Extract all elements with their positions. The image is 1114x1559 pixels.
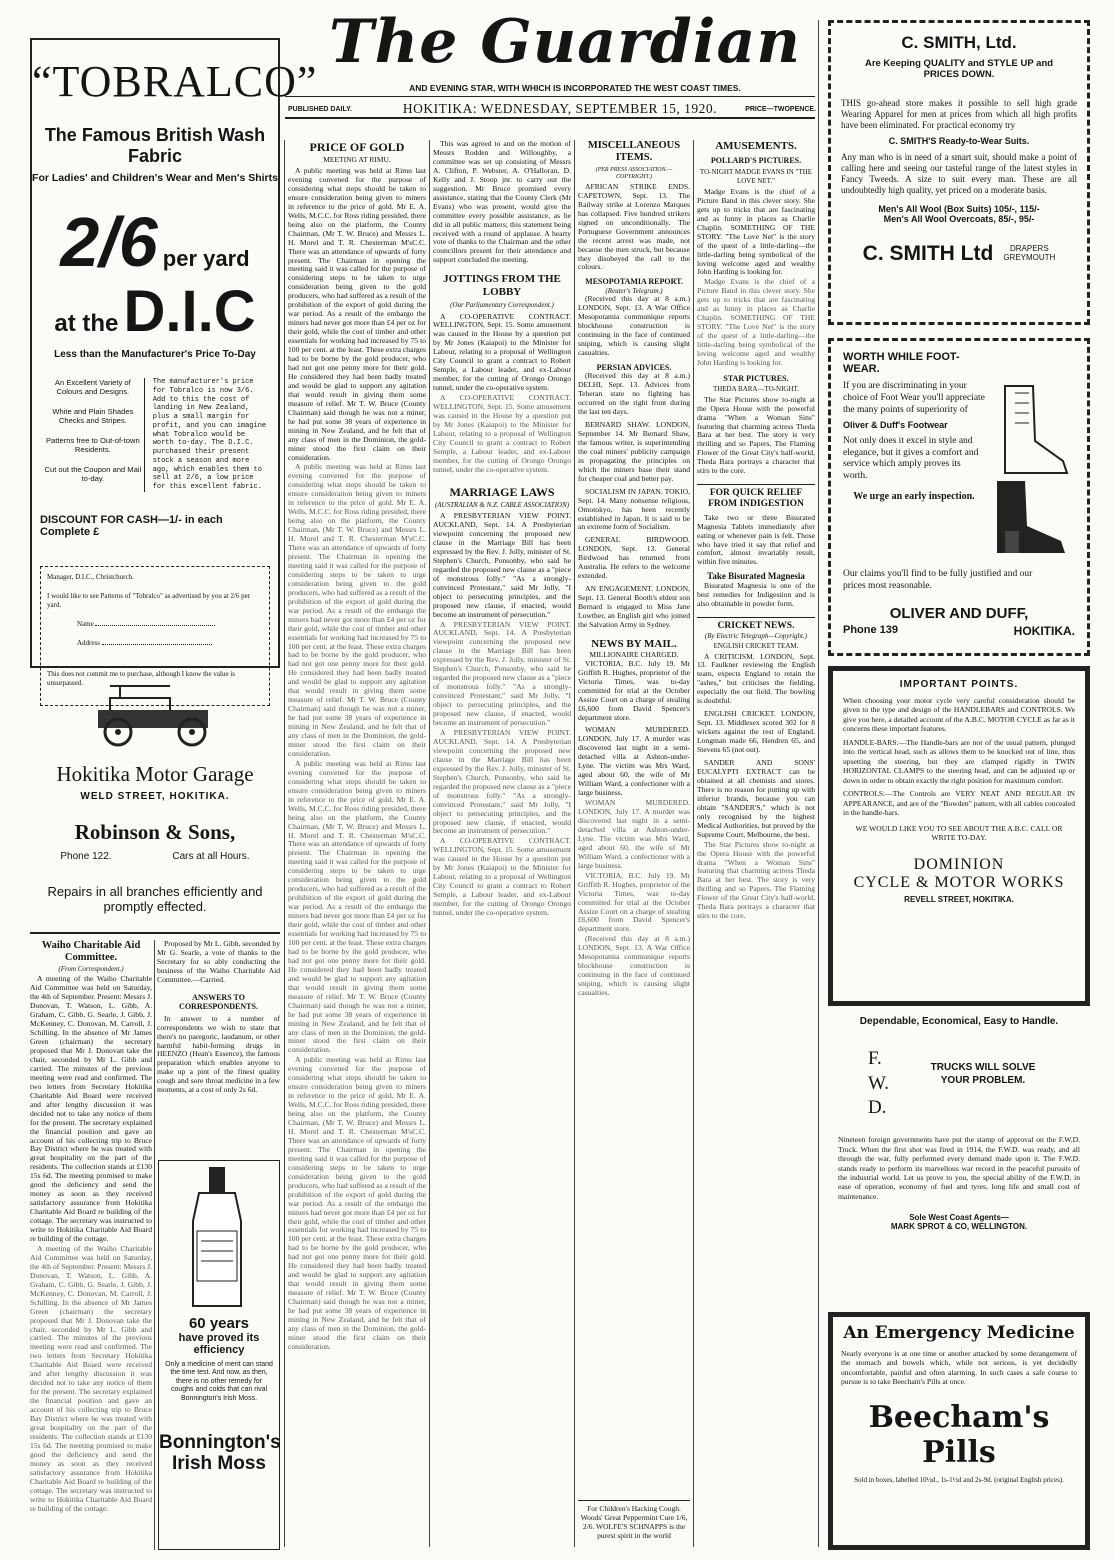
marriage-filler-3: A CO-OPERATIVE CONTRACT. WELLINGTON, Sept. 15. Some amusement was caused in the House by a question put by Mr Jones (Kaiapoi) to the Minister for Labour, relating to a proposal of Wellington City Council to grant a contract to Robert Semple, a Labour leader, and ex-Labour member, for the cutting of Orongo Orongo tunnel, under the co-operative system. (433, 836, 571, 918)
tobralco-left4: Cut out the Coupon and Mail to-day. (44, 464, 142, 484)
points-handle: HANDLE-BARS:—The Handle-bars are not of the usual pattern, plunged into the vertical head, such as allows them to be knocked out of line, thus upsetting the steering, but they are clamped rigidly in TWIN HORIZONTAL CLAMPS to the steering head, and can be adjusted up or down in order to obtain exactly the right position for maximum comfort. (843, 737, 1075, 785)
dateline: HOKITIKA: WEDNESDAY, SEPTEMBER 15, 1920. (402, 101, 718, 116)
cricket2-text: ENGLISH CRICKET. LONDON, Sept. 13. Middlesex scored 302 for 8 wickets against the rest of England. Longman made 66, Hendren 65, and Stevens 65 (not out). (697, 709, 815, 755)
bisurated-title: Take Bisurated Magnesia (707, 571, 805, 582)
gold-filler-1: A public meeting was held at Rimu last evening convened for the purpose of considering what steps should be taken to ensure consideration being given to miners in reference to the price of gold. Mr E. A. Wells, M.C.C. for Ross riding presided, there being also on the platform, the County Chairman, (Mr T. W. Bruce) and Messrs L. H. Morel and T. R. Chesterman M'sC.C. There was an attendance of upwards of forty present. The Chairman in opening the meeting said it was called for the purpose of considering steps to be taken to urge consideration being given to the gold producers, who had suffered as a result of the prohibition of the export of gold during the war period. As a result of the embargo the miners had never got more than £4 per oz for their gold, while the cost of timber and other essentials for working had increased by 75 to 100 per cent. at the least. These extra charges had to be borne by the gold producer, who had not got one penny more for their gold. He considered they had been badly treated and would be glad to support any agitation that would result in giving them some measure of relief. Mr T. W. Bruce (County Chairman) said though he was not a miner, he had put some 38 years of experience in mining in New Zealand, and he felt that of any class of men in the Dominion, the gold-miner stood the first claim on their consideration. (288, 462, 426, 758)
tobralco-left1: An Excellent Variety of Colours and Designs. (54, 378, 131, 397)
waiho2-text: Proposed by Mr L. Gibb, seconded by Mr G. Searle, a vote of thanks to the Secretary for so ably conducting the business of the Waiho Charitable Aid Committee.—Carried. (157, 939, 281, 984)
beecham-brand: Beecham's Pills (868, 1400, 1050, 1470)
cricket-text: A CRITICISM. LONDON, Sept. 13. Faulkner reviewing the English team, expects England to retain the "ashes," but criticises the fielding, especially the out field. The bowling is doubtful. (697, 651, 815, 706)
fwd-d: D. (868, 1097, 887, 1119)
divider-b (429, 140, 430, 1547)
smith-suits: Men's All Wool (Box Suits) 105/-, 115/- (878, 203, 1040, 214)
points-text: When choosing your motor cycle very careful consideration should be given to the type and design of the HANDLEBARS and CONTROLS. We give you here, a detailed account of the A.B.C. MOTOR CYCLE as far as it concerns these important features. (843, 696, 1075, 734)
divider-e (818, 20, 819, 1547)
relief-text: Take two or three Bisurated Magnesia Tablets immediately after eating or whenever pain is felt. Those who have tried it say that relief and comfort, almost invariably result, within five minutes. (697, 512, 815, 567)
pollard-sub: TO-NIGHT MADGE EVANS IN "THE LOVE NET." (699, 168, 813, 185)
garage-ad (30, 676, 280, 926)
fwd-agent-name: MARK SPROT & CO, WELLINGTON. (890, 1222, 1028, 1232)
garage-owner: Robinson & Sons, (74, 820, 236, 844)
marriage-title: MARRIAGE LAWS (449, 484, 555, 499)
tobralco-right: The manufacturer's price for Tobralco is now 3/6. Add to this the cost of landing in New Zealand, plus a small margin for profit, and you can imagine what Tobralco would be worth to-day. The D.I.C. purchased their present stock a season and more ago, which enables them to sell at 2/6, a low price for this excellent fabric. (152, 378, 267, 491)
mail-text: VICTORIA, B.C. July 19. Mr Griffith R. Hughes, proprietor of the Victoria Times, was to-day committed for trial at the October Assize Court on a charge of stealing £6,600 from David Spencer's department store. (578, 658, 690, 722)
amusements-title: AMUSEMENTS. (715, 140, 797, 152)
smith-drapers: DRAPERS (1009, 243, 1049, 253)
persian-text: (Received this day at 8 a.m.) DELHI, Sept. 13. Advices from Teheran state no fighting has occurred on the right front during the last ten days. (578, 371, 690, 417)
garage-name: Hokitika Motor Garage (56, 762, 254, 786)
cricket-title: CRICKET NEWS. (697, 617, 815, 632)
points-street: REVELL STREET, HOKITIKA. (904, 894, 1014, 904)
tobralco-left2: White and Plain Shades Checks and Stripes. (52, 406, 134, 426)
answers-text: In answer to a number of correspondents we wish to state that there's no paregoric, laudanum, or other harmful habit-forming drugs in HEENZO (Hean's Essence), the famous preparation which enables anyone to make up a pint of the finest quality cough and sore throat medicine in a few moments, at a cost of only 2s 6d. (157, 1013, 280, 1095)
coupon-text: I would like to see Patterns of "Tobralco" as advertised by you at 2/6 per yard. (47, 591, 251, 609)
bottle-icon (159, 1161, 279, 1311)
persian-title: PERSIAN ADVICES. (596, 362, 672, 372)
smith-text2: Any man who is in need of a smart suit, should make a point of calling here and seeing our tasteful range of the latest styles in Fancy Tweeds. A size to suit every man. These are all undoubtedly high quality, yet priced on a moderate basis. (841, 152, 1077, 195)
smith-ready: C. SMITH'S Ready-to-Wear Suits. (888, 136, 1030, 147)
tobralco-discount: DISCOUNT FOR CASH—1/- in each Complete £ (40, 513, 223, 538)
points-ad (828, 666, 1090, 1006)
amusements-filler: The Star Pictures show to-night at the Opera House with the powerful drama "When a Woman Sins" featuring that charming actress Theda Bara at her best. The story is very thrilling and so Papers, The Flaming Flower of the Great City's half-world, Theda Bara portrays a character that stirs to the core. (697, 839, 815, 921)
points-like: WE WOULD LIKE YOU TO SEE ABOUT THE A.B.C. CALL OR WRITE TO-DAY. (855, 823, 1063, 842)
waiho-text: A meeting of the Waiho Charitable Aid Committee was held on Saturday, the 4th of September. Present: Messrs J. Donovan, T. Watson, L. Gibb, A. Graham, C. Gibb, G. Searle, J. Gibb, J. McKenney, C. Donovan, M. Carroll, J. Schilling. In the absence of Mr James Green (chairman) the secretary proposed that Mr J. Donovan take the chair, seconded by Mr L. Gibb and carried. The minutes of the previous meeting were read and confirmed. The two letters from Secretary Hokitika Charitable Aid Board were received and after lengthy discussion it was decided not to take any notice of them for the present. The secretary explained the financial position and gave an account of his collecting trip to Bruce Bay District where he was treated with great hospitality on the part of the residents. The collection stands at £130 15s 6d. The meeting promised to make good the deficiency and send the money as soon as they received satisfactory assurance from Hokitika Charitable Aid Board re building of the cottage. The secretary was instructed to write to Hokitika Charitable Aid Board re building of the cottage. (30, 974, 152, 1243)
gold-column (288, 140, 426, 1550)
tobralco-for: For Ladies' and Children's Wear and Men's Shirts (32, 172, 278, 184)
fwd-dependable: Dependable, Economical, Easy to Handle. (859, 1016, 1059, 1027)
garage-street: WELD STREET, HOKITIKA. (80, 791, 230, 802)
moss-note: Only a medicine of merit can stand the time test. And now, as then, there is no other remedy for coughs and colds that can rival Bonnington's Irish Moss. (165, 1361, 273, 1402)
misc-strike: AFRICAN STRIKE ENDS. CAPETOWN, Sept. 13. The Railway strike at Lorenzo Marques has collapsed. Five hundred strikers signed on unconditionally. The Portuguese Government announces the recent arrest was made, not because the men struck, but because they disobeyed the call to the colours. (578, 181, 690, 272)
fwd-trucks: TRUCKS WILL SOLVE YOUR PROBLEM. (930, 1062, 1036, 1086)
masthead-rule-bottom (285, 117, 815, 119)
pollard-filler: Madge Evans is the chief of a Picture Band in this clever story. She gets up to tricks that are fascinating and as funny in places as Charlie Chaplin. SOMETHING OF THE STORY. "The Love Net" is the story of the quest of a little-darling—the little-darling being symbolical of the loving welcome aged and wealthy John Harding is looking for. (697, 277, 815, 368)
moss-brand: Bonnington's Irish Moss (159, 1431, 281, 1474)
footwear-name: OLIVER AND DUFF, (889, 604, 1029, 622)
gold-text: A public meeting was held at Rimu last evening convened for the purpose of considering what steps should be taken to ensure consideration being given to miners in reference to the price of gold. Mr E. A. Wells, M.C.C. for Ross riding presided, there being also on the platform, the County Chairman, (Mr T. W. Bruce) and Messrs L. H. Morel and T. R. Chesterman M'sC.C. There was an attendance of upwards of forty present. The Chairman in opening the meeting said it was called for the purpose of considering steps to be taken to urge consideration being given to the gold producers, who had suffered as a result of the prohibition of the export of gold during the war period. As a result of the embargo the miners had never got more than £4 per oz for their gold, while the cost of timber and other essentials for working had increased by 75 to 100 per cent. at the least. These extra charges had to be borne by the gold producer, who had not got one penny more for their gold. He considered they had been badly treated and would be glad to support any agitation that would result in giving them some measure of relief. Mr T. W. Bruce (County Chairman) said though he was not a miner, he had put some 38 years of experience in mining in New Zealand, and he felt that of any class of men in the Dominion, the gold-miner stood the first claim on their consideration. (288, 166, 426, 462)
smith-tag: Are Keeping QUALITY and STYLE UP and PRICES DOWN. (864, 58, 1054, 80)
gold-sub: MEETING AT RIMU. (323, 155, 391, 165)
boot-icon (985, 381, 1075, 561)
waiho-from: (From Correspondent.) (58, 965, 124, 974)
misc-filler-3: (Received this day at 8 a.m.) LONDON, Sept. 13. A War Office Mesopotamia communique reports blockhouse construction is continuing in the face of continued sniping, which is causing slight casualties. (578, 934, 690, 998)
footwear-phone: Phone 139 (843, 623, 899, 636)
garage-repairs: Repairs in all branches efficiently and promptly effected. (47, 884, 263, 914)
divider-d (693, 140, 694, 1547)
mail-title: NEWS BY MAIL. (591, 637, 677, 650)
misc-filler-1: WOMAN MURDERED. LONDON, July 17. A murder was discovered last night in a semi-detached villa at Ashton-under-Lyne. The victim was Mrs Ward, aged about 60, the wife of Mr William Ward, a confectioner with a large business. (578, 798, 690, 870)
gold-title: PRICE OF GOLD (309, 140, 405, 154)
socialism-text: SOCIALISM IN JAPAN. TOKIO, Sept. 14. Many nonsense religious, Omotokyo, has been recently established in Japan. It is said to be an extreme form of Socialism. (578, 486, 690, 532)
waiho-filler: A meeting of the Waiho Charitable Aid Committee was held on Saturday, the 4th of September. Present: Messrs J. Donovan, T. Watson, L. Gibb, A. Graham, C. Gibb, G. Searle, J. Gibb, J. McKenney, C. Donovan, M. Carroll, J. Schilling. In the absence of Mr James Green (chairman) the secretary proposed that Mr J. Donovan take the chair, seconded by Mr L. Gibb and carried. The minutes of the previous meeting were read and confirmed. The two letters from Secretary Hokitika Charitable Aid Board were received and after lengthy discussion it was decided not to take any notice of them for the present. The secretary explained the financial position and gave an account of his collecting trip to Bruce Bay District where he was treated with great hospitality on the part of the residents. The collection stands at £130 15s 6d. The meeting promised to make good the deficiency and send the money as soon as they received satisfactory assurance from Hokitika Charitable Aid Board re building of the cottage. The secretary was instructed to write to Hokitika Charitable Aid Board re building of the cottage. (30, 1243, 152, 1513)
footwear-urge: We urge an early inspection. (853, 491, 975, 503)
garage-cars: Cars at all Hours. (172, 851, 250, 862)
divider-a (284, 140, 285, 1547)
jottings-filler: A CO-OPERATIVE CONTRACT. WELLINGTON, Sept. 15. Some amusement was caused in the House by a question put by Mr Jones (Kaiapoi) to the Minister for Labour, relating to a proposal of Wellington City Council to grant a contract to Robert Semple, a Labour leader, and ex-Labour member, for the cutting of Orongo Orongo tunnel, under the co-operative system. (433, 393, 571, 474)
fwd-text: Nineteen foreign governments have put the stamp of approval on the F.W.D. Truck. When the first shot was fired in 1914, the F.W.D. was ready, and all through the war, fully performed every demand made upon it. The F.W.D. stands ready to perform its marvellous war record in the peaceful pursuits of the industrial world. Let us prove to you, the special ability of the F.W.D. in ease of operation, economy of fuel and tyres, long life and small cost of maintenance. (838, 1135, 1080, 1201)
pollard-text: Madge Evans is the chief of a Picture Band in this clever story. She gets up to tricks that are fascinating and as funny in places as Charlie Chaplin. SOMETHING OF THE STORY. "The Love Net" is the story of the quest of a little-darling—the little-darling being symbolical of the loving welcome aged and wealthy John Harding is looking for. (697, 186, 815, 277)
tobralco-tagline: The Famous British Wash Fabric (44, 125, 266, 166)
price: PRICE—TWOPENCE. (745, 106, 816, 113)
gold2-text: This was agreed to and on the motion of Messrs Rodden and Willoughby, a committee was set up consisting of Messrs A. Clifton, P. Webster, A. O'Halloran, D. Kelly and J. Stoop jnr. to carry out the suggestion. Mr Bruce promised every assistance, stating that the County Clerk (Mr Evans) who was present, would give the committee every possible assistance, as he did in all public matters; this statement being received with a round of applause. A hearty vote of thanks to the Chairman and the other councillors present for their attendance and support concluded the meeting. (433, 139, 571, 265)
jottings-sub: (Our Parliamentary Correspondent.) (450, 301, 554, 310)
col1-divider (154, 940, 155, 1550)
points-dominion: DOMINION (913, 855, 1005, 873)
millionaire-title: MILLIONAIRE CHARGED. (589, 649, 679, 659)
misc-column (578, 140, 690, 1550)
shaw-text: BERNARD SHAW. LONDON, September 14. Mr Bernard Shaw, the famous writer, is superintending the coal miners' publicity campaign in propagating the principles on which the miners base their stand for cheaper coal and better pay. (578, 420, 690, 483)
coupon-manager: Manager, D.I.C., Christchurch. (47, 572, 134, 581)
amusements-column (697, 140, 815, 1550)
masthead-title (300, 6, 830, 78)
tobralco-less: Less than the Manufacturer's Price To-Day (54, 349, 256, 360)
masthead-subtitle: AND EVENING STAR, WITH WHICH IS INCORPORATED THE WEST COAST TIMES. (409, 83, 741, 93)
marriage-sub: (AUSTRALIAN & N.Z. CABLE ASSOCIATION) (434, 500, 570, 509)
star-title: STAR PICTURES. (723, 373, 789, 383)
footwear-claims: Our claims you'll find to be fully justified and our prices most reasonable. (843, 569, 1033, 591)
cricket-team: ENGLISH CRICKET TEAM. (713, 642, 799, 651)
marriage-filler-2: A PRESBYTERIAN VIEW POINT. AUCKLAND, Sept. 14. A Presbyterian viewpoint concerning the proposed new clause in the Marriage Bill has been expressed by the Rev. J. Jolly, minister of St. Stephen's Church, Ponsonby, who said he regarded the proposed new clause as a "piece of monstrous folly." "As a strongly-convinced Protestant," said Mr Jolly, "I object to persecuting principles, and the proposed new clause, if enacted, would become an instrument of persecution." (433, 727, 571, 836)
smith-text: THIS go-ahead store makes it possible to sell high grade Wearing Apparel for men at prices from which all high profits have been eliminated. For practical economy try (841, 98, 1077, 130)
murdered-text: WOMAN MURDERED. LONDON, July 17. A murder was discovered last night in a semi-detached villa at Ashton-under-Lyne. The victim was Mrs Ward, aged about 60, the wife of Mr William Ward, a confectioner with a large business. (578, 725, 690, 798)
waiho-column-2 (157, 940, 280, 1150)
tobralco-price: 2/6 (60, 203, 158, 281)
tobralco-ad (30, 38, 318, 688)
footwear-town: HOKITIKA. (1013, 623, 1075, 638)
tobralco-per: per yard (162, 246, 250, 271)
smith-overcoats: Men's All Wool Overcoats, 85/-, 95/- (883, 213, 1035, 224)
coupon-address-label: Address (77, 639, 100, 648)
cricket-sub: (By Electric Telegraph—Copyright.) (704, 632, 808, 641)
fwd-ad (828, 1012, 1090, 1302)
points-controls: CONTROLS:—The Controls are VERY NEAT AND REGULAR IN APPEARANCE, and are of the "Bowden" pattern, with all cables concealed in the handle-bars. (843, 789, 1075, 818)
waiho-title: Waiho Charitable Aid Committee. (41, 940, 141, 963)
engagement-text: AN ENGAGEMENT. LONDON, Sept. 13. General Booth's eldest son Bernard is engaged to Miss Jane Lowther, an English girl who joined the Salvation Army in Sydney. (578, 584, 690, 630)
waiho-column (30, 940, 152, 1550)
beecham-title: An Emergency Medicine (843, 1323, 1075, 1343)
coupon-note: This does not commit me to purchase, although I know the value is unsurpassed. (47, 670, 235, 688)
gold-filler-3: A public meeting was held at Rimu last evening convened for the purpose of considering what steps should be taken to ensure consideration being given to miners in reference to the price of gold. Mr E. A. Wells, M.C.C. for Ross riding presided, there being also on the platform, the County Chairman, (Mr T. W. Bruce) and Messrs L. H. Morel and T. R. Chesterman M'sC.C. There was an attendance of upwards of forty present. The Chairman in opening the meeting said it was called for the purpose of considering steps to be taken to urge consideration being given to the gold producers, who had suffered as a result of the prohibition of the export of gold during the war period. As a result of the embargo the miners had never got more than £4 per oz for their gold, while the cost of timber and other essentials for working had increased by 75 to 100 per cent. at the least. These extra charges had to be borne by the gold producer, who had not got one penny more for their gold. He considered they had been badly treated and would be glad to support any agitation that would result in giving them some measure of relief. Mr T. W. Bruce (County Chairman) said though he was not a miner, he had put some 38 years of experience in mining in New Zealand, and he felt that of any class of men in the Dominion, the gold-miner stood the first claim on their consideration. (288, 1055, 426, 1351)
star-text: The Star Pictures show to-night at the Opera House with the powerful drama "When a Woman Sins" featuring that charming actress Theda Bara at her best. The story is very thrilling and so Papers, The Flaming Flower of the Great City's half-world, Theda Bara portrays a character that stirs to the core. (697, 394, 815, 476)
footwear-ad (828, 338, 1090, 656)
tobralco-at: at the (54, 310, 119, 337)
smith-town: GREYMOUTH (1003, 252, 1056, 262)
smith-name: C. SMITH, Ltd. (901, 33, 1017, 52)
beecham-text: Nearly everyone is at one time or another attacked by some derangement of the stomach and bowels which, while not serious, is yet decidedly uncomfortable, painful and often alarming. In such cases a safe course to pursue is to take Beecham's Pills at once. (841, 1349, 1077, 1386)
footwear-brand: Oliver & Duff's Footwear (843, 419, 948, 430)
birdwood-text: GENERAL BIRDWOOD. LONDON, Sept. 13. General Birdwood has returned from Australia. He refers to the welcome extended. (578, 535, 690, 581)
fwd-f: F. (868, 1048, 882, 1069)
divider-c (574, 140, 575, 1547)
tobralco-left3: Patterns free to Out-of-town Residents. (45, 435, 140, 455)
woods-ad: For Children's Hacking Cough. Woods' Great Peppermint Cure 1/6, 2/6. WOLFE'S SCHNAPPS is the purest spirit in the world (578, 1500, 690, 1550)
bisurated-text: Bisurated Magnesia is one of the best remedies for Indigestion and is also obtainable in powder form. (697, 580, 815, 608)
pollard-title: POLLARD'S PICTURES. (710, 155, 802, 165)
coupon-address-input[interactable] (102, 644, 212, 645)
published-daily: PUBLISHED DAILY. (288, 106, 352, 113)
masthead-rule-top (285, 96, 815, 97)
fwd-agents: Sole West Coast Agents— (909, 1213, 1009, 1223)
marriage-text: A PRESBYTERIAN VIEW POINT. AUCKLAND, Sept. 14. A Presbyterian viewpoint concerning the proposed new clause in the Marriage Bill has been expressed by the Rev. J. Jolly, minister of St. Stephen's Church, Ponsonby, who said he regarded the proposed new clause as a "piece of monstrous folly." "As a strongly-convinced Protestant," said Mr Jolly, "I object to persecuting principles, and the proposed new clause, if enacted, would become an instrument of persecution." (433, 511, 571, 619)
meso-text: (Received this day at 8 a.m.) LONDON, Sept. 13. A War Office Mesopotamia communique reports blockhouse construction is continuing in the face of continued sniping, which is causing slight casualties. (578, 294, 690, 357)
theda-title: THEDA BARA—TO-NIGHT. (712, 385, 800, 394)
sander-text: SANDER AND SONS' EUCALYPTI EXTRACT can be obtained at all chemists and stores. There is no reason for putting up with inferior brands, because you can obtain "SANDER'S," which is not only recognised by the highest Medical Authorities, but proved by the Supreme Court, Melbourne, the best. (697, 758, 815, 839)
garage-phone: Phone 122. (60, 851, 112, 862)
beecham-ad (828, 1312, 1090, 1550)
smith-footer: C. SMITH Ltd (862, 241, 994, 265)
tobralco-name: “TOBRALCO” (32, 57, 318, 106)
coupon-name-input[interactable] (95, 625, 215, 626)
footwear-text2: Not only does it excel in style and elegance, but it gives a comfort and service which amply proves its worth. (843, 435, 979, 482)
points-title: IMPORTANT POINTS. (899, 679, 1019, 690)
garage-rule (30, 932, 280, 934)
fwd-w: W. (868, 1072, 889, 1094)
answers-title: ANSWERS TO CORRESPONDENTS. (179, 992, 258, 1012)
meso-title: MESOPOTAMIA REPORT. (585, 277, 683, 287)
footwear-title: WORTH WHILE FOOT-WEAR. (843, 351, 960, 375)
footwear-text: If you are discriminating in your choice of Foot Wear you'll appreciate the many points of superiority of (843, 381, 985, 415)
misc-sub: (PER PRESS ASSOCIATION.—COPYRIGHT.) (595, 166, 673, 180)
moss-years: 60 years (188, 1315, 250, 1332)
moss-proved: have proved its efficiency (178, 1332, 260, 1356)
lobby-column (433, 140, 571, 1550)
points-cycle: CYCLE & MOTOR WORKS (853, 873, 1065, 891)
coupon-name-label: Name (77, 620, 94, 629)
gold-filler-2: A public meeting was held at Rimu last evening convened for the purpose of considering what steps should be taken to ensure consideration being given to miners in reference to the price of gold. Mr E. A. Wells, M.C.C. for Ross riding presided, there being also on the platform, the County Chairman, (Mr T. W. Bruce) and Messrs L. H. Morel and T. R. Chesterman M'sC.C. There was an attendance of upwards of forty present. The Chairman in opening the meeting said it was called for the purpose of considering steps to be taken to urge consideration being given to the gold producers, who had suffered as a result of the prohibition of the export of gold during the war period. As a result of the embargo the miners had never got more than £4 per oz for their gold, while the cost of timber and other essentials for working had increased by 75 to 100 per cent. at the least. These extra charges had to be borne by the gold producer, who had not got one penny more for their gold. He considered they had been badly treated and would be glad to support any agitation that would result in giving them some measure of relief. Mr T. W. Bruce (County Chairman) said though he was not a miner, he had put some 38 years of experience in mining in New Zealand, and he felt that of any class of men in the Dominion, the gold-miner stood the first claim on their consideration. (288, 758, 426, 1055)
irish-moss-ad (158, 1160, 280, 1550)
relief-title: FOR QUICK RELIEF FROM INDIGESTION (697, 484, 815, 510)
jottings-text: A CO-OPERATIVE CONTRACT. WELLINGTON, Sept. 15. Some amusement was caused in the House by a question put by Mr Jones (Kaiapoi) to the Minister for Labour, relating to a proposal of Wellington City Council to grant a contract to Robert Semple, a Labour leader, and ex-Labour member, for the cutting of Orongo Orongo tunnel, under the co-operative system. (433, 311, 571, 393)
car-illustration (80, 680, 230, 750)
smith-ad (828, 20, 1090, 325)
marriage-filler-1: A PRESBYTERIAN VIEW POINT. AUCKLAND, Sept. 14. A Presbyterian viewpoint concerning the proposed new clause in the Marriage Bill has been expressed by the Rev. J. Jolly, minister of St. Stephen's Church, Ponsonby, who said he regarded the proposed new clause as a "piece of monstrous folly." "As a strongly-convinced Protestant," said Mr Jolly, "I object to persecuting principles, and the proposed new clause, if enacted, would become an instrument of persecution." (433, 619, 571, 728)
meso-sub: (Reuter's Telegram.) (605, 286, 663, 295)
jottings-title: JOTTINGS FROM THE LOBBY (443, 273, 561, 299)
car-icon (80, 680, 230, 750)
misc-title: MISCELLANEOUS ITEMS. (587, 140, 681, 164)
beecham-sold: Sold in boxes, labelled 10½d., 1s-1½d and 2s-9d. (original English prices). (854, 1476, 1064, 1484)
misc-filler-2: VICTORIA, B.C. July 19. Mr Griffith R. Hughes, proprietor of the Victoria Times, was to-day committed for trial at the October Assize Court on a charge of stealing £6,600 from David Spencer's department store. (578, 870, 690, 934)
tobralco-store: D.I.C (123, 279, 256, 344)
newspaper-title: The Guardian (329, 7, 801, 77)
